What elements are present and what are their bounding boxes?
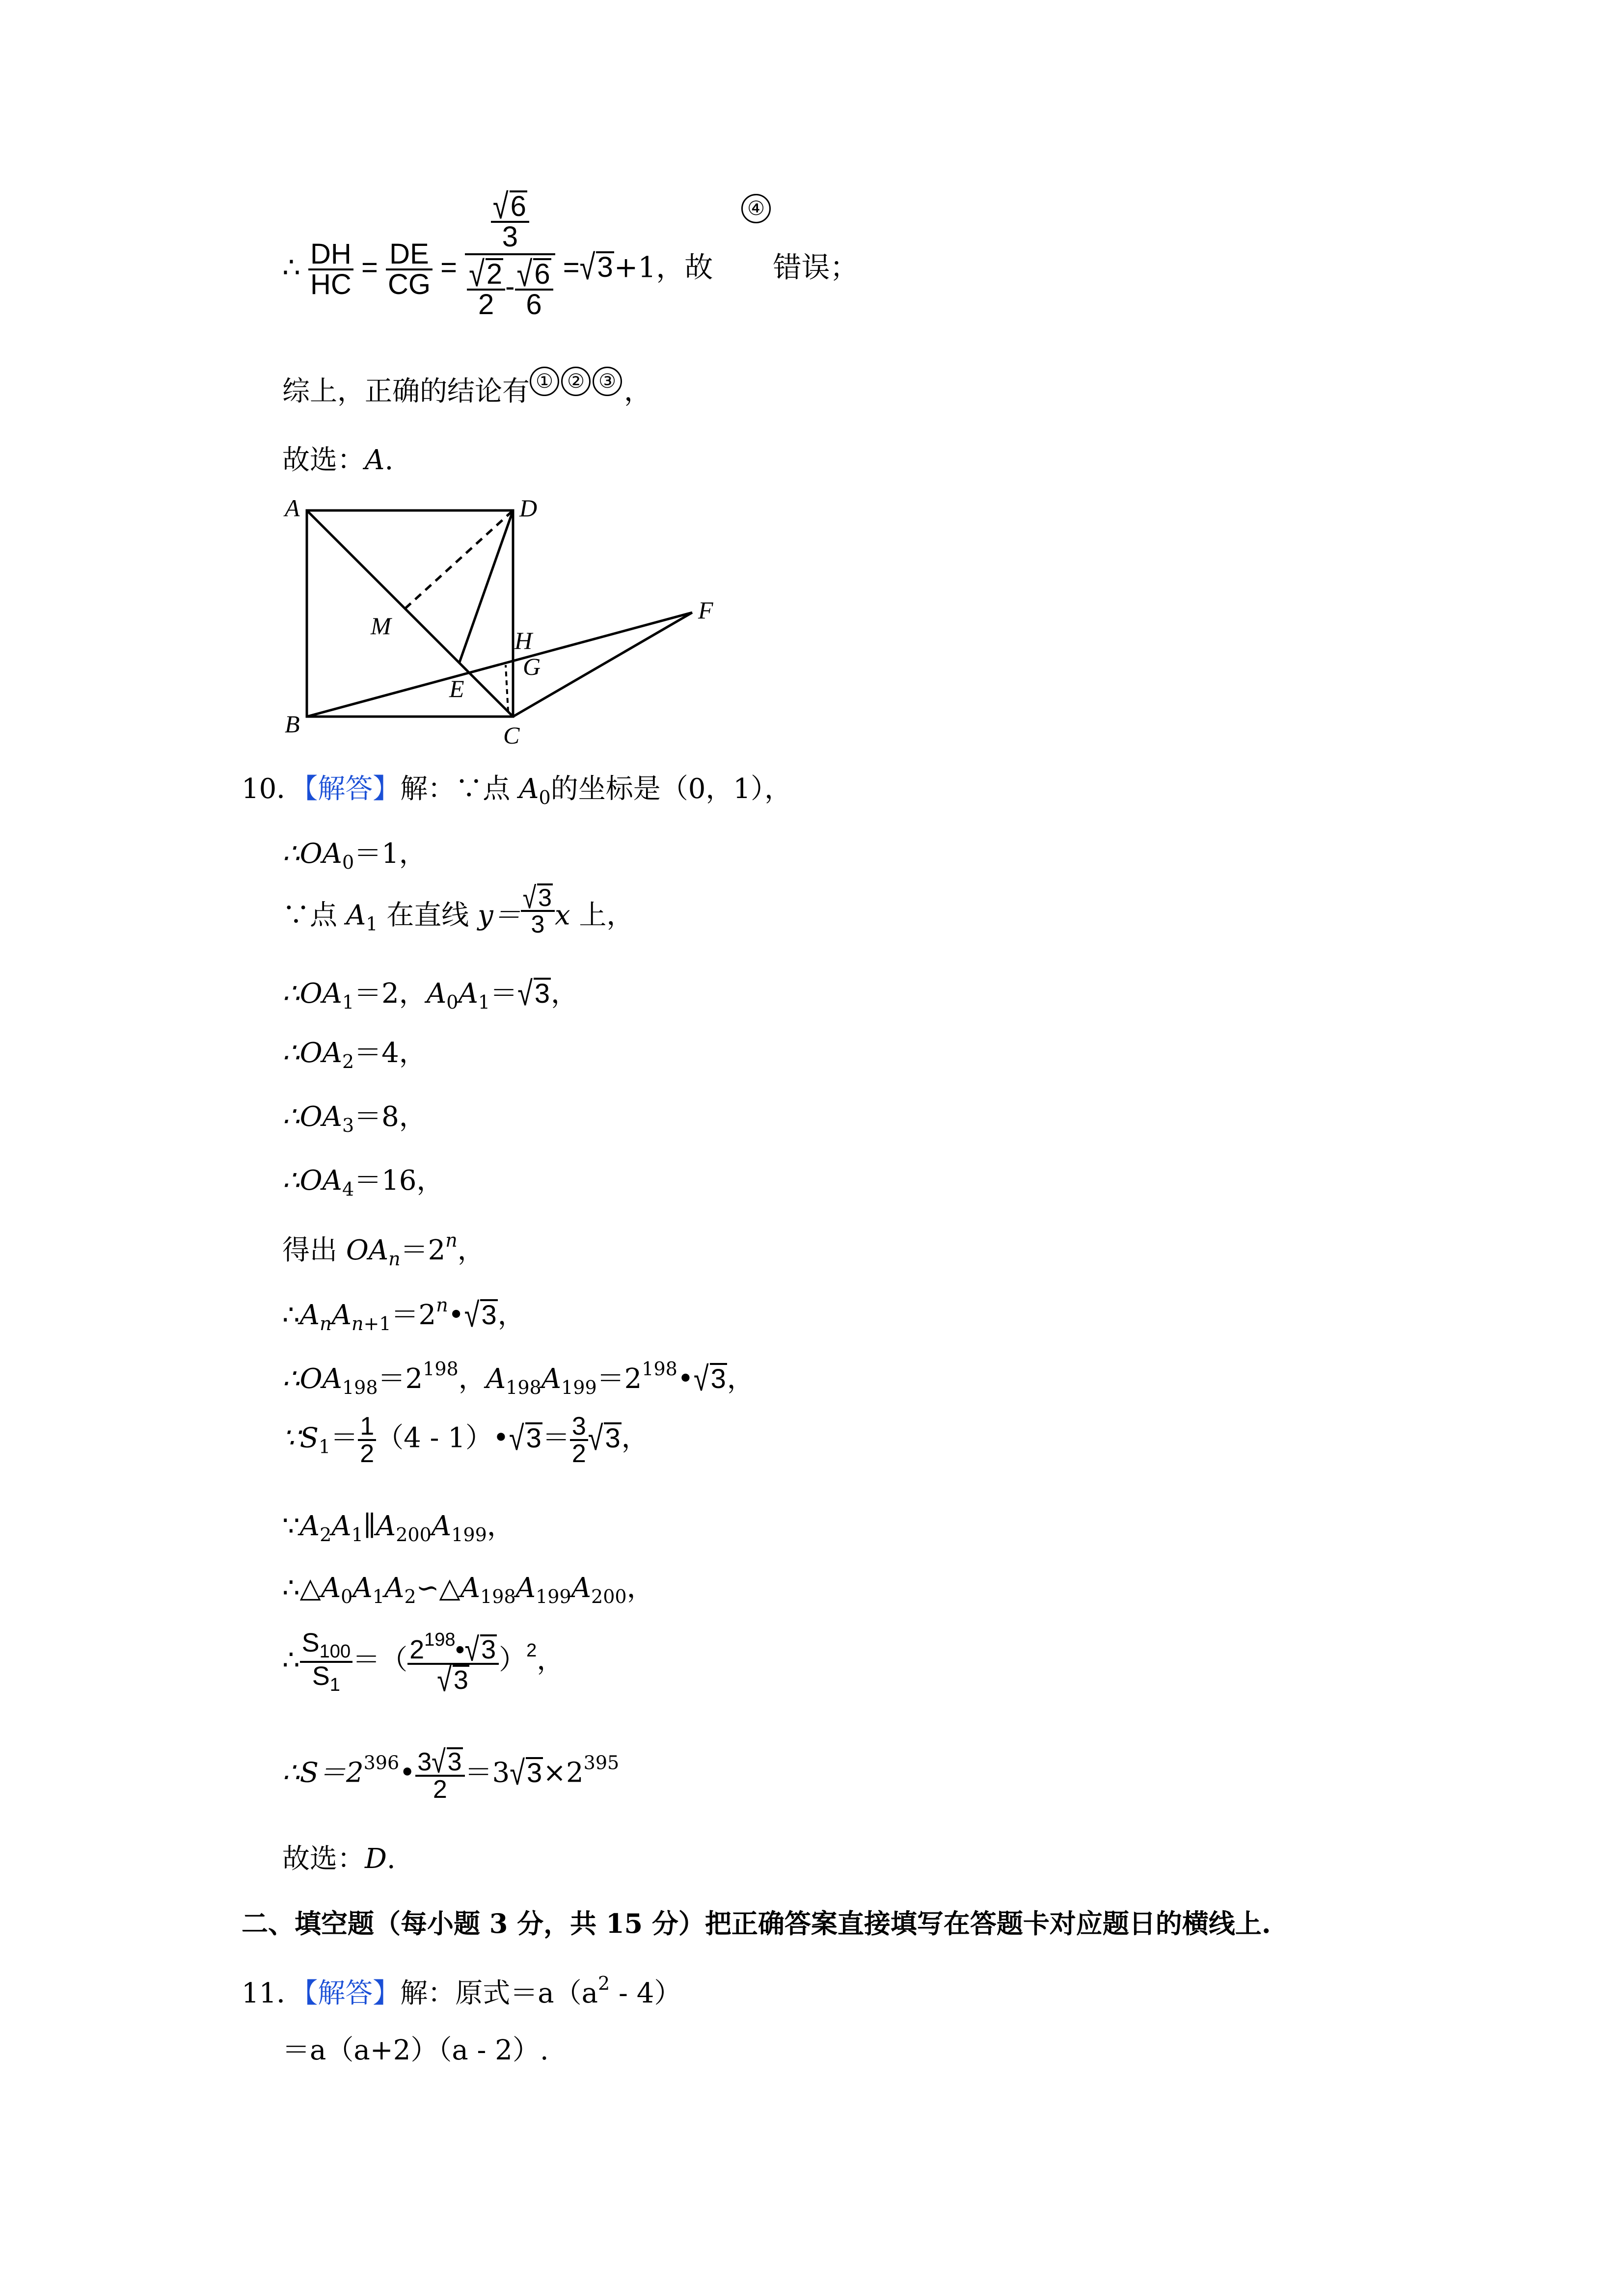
summary-line: 综上，正确的结论有 ① ② ③ ， [282, 378, 651, 409]
label-B: B [285, 710, 300, 738]
label-E: E [449, 675, 464, 702]
geometry-figure [275, 491, 766, 746]
label-A: A [285, 494, 300, 522]
q10-line-13: $\therefore\triangle A_0A_1A_2∽\triangle A_{198}A_{199}A_{200}$， [282, 1572, 654, 1607]
q10-line-9: $\therefore A_nA_{n+1}=2^n•√3$， [282, 1294, 525, 1335]
dashed-cg [506, 665, 508, 712]
label-D: D [519, 494, 538, 522]
q11-line-1: 11．【解答】解：原式$=a(a^2 - 4)$ [242, 1973, 682, 2009]
q10-line-3: ∵点 $A_1$ 在直线 y＝ $\frac{√3}{3}$ x 上， [282, 881, 634, 938]
label-M: M [371, 612, 391, 640]
q10-line-4: $\therefore OA_1=2$，$A_0A_1=√3$， [282, 974, 578, 1013]
label-H: H [514, 627, 533, 654]
diagonal-ac [307, 510, 513, 717]
complex-fraction: $\frac{√6}{3}$ $\frac{√2}{2}$ - $\frac{√6}{6}$ [465, 190, 555, 319]
answer-line-9: 故选：A. [282, 444, 394, 476]
label-G: G [523, 653, 541, 680]
q10-line-12: $\because A_2A_1\parallel A_{200}A_{199}$， [282, 1510, 514, 1546]
q10-answer-line: 故选：D. [282, 1843, 396, 1875]
q10-line-1: 10．【解答】解：∵点 $A_0$的坐标是（0，1）， [242, 773, 792, 808]
ratio-equation: ∴ $\frac{DH}{HC}$ = $\frac{DE}{CG}$ = $\frac{√6}{3}$ $\frac{√2}{2}$ - $\frac{√6}{6}$ =√3+1，故 错误； [282, 186, 859, 320]
q10-line-11: $\because S_1=$ $\frac{1}{2}$ （4 - 1）•√3＝ $\frac{3}{2}$ √3， [282, 1412, 649, 1468]
fraction-de-cg: $\frac{DE}{CG}$ [386, 240, 433, 299]
q11-line-2: ＝a（a+2）（a - 2）. [282, 2034, 549, 2066]
q10-line-2: $\therefore OA_0=1$， [282, 838, 427, 873]
q10-line-8: 得出 $OA_n=2^n$， [282, 1229, 485, 1270]
q10-line-7: $\therefore OA_4=16$， [282, 1165, 444, 1200]
q10-line-6: $\therefore OA_3=8$， [282, 1101, 427, 1136]
fraction-dh-hc: $\frac{DH}{HC}$ [308, 240, 353, 299]
q10-line-5: $\therefore OA_2=4$， [282, 1037, 427, 1072]
label-F: F [698, 596, 713, 624]
q10-line-14: ∴ $\frac{S_{100}}{S_1}$ ＝（ $\frac{2^{198}•√3}{√3}$ ）$^2$， [282, 1628, 565, 1699]
q10-line-10: $\therefore OA_{198}=2^{198}$，$A_{198}A_{199}=2^{198}•√3$， [282, 1358, 755, 1398]
circled-four: ④ [741, 192, 773, 223]
q10-line-15: $\therefore S=2^{396}•$ $\frac{3√3}{2}$ $=3√3\times 2^{395}$ [282, 1744, 620, 1804]
line-bf [307, 613, 692, 717]
section-2-heading: 二、填空题（每小题 3 分，共 15 分）把正确答案直接填写在答题卡对应题日的横线上. [242, 1908, 1271, 1939]
label-C: C [503, 721, 520, 746]
